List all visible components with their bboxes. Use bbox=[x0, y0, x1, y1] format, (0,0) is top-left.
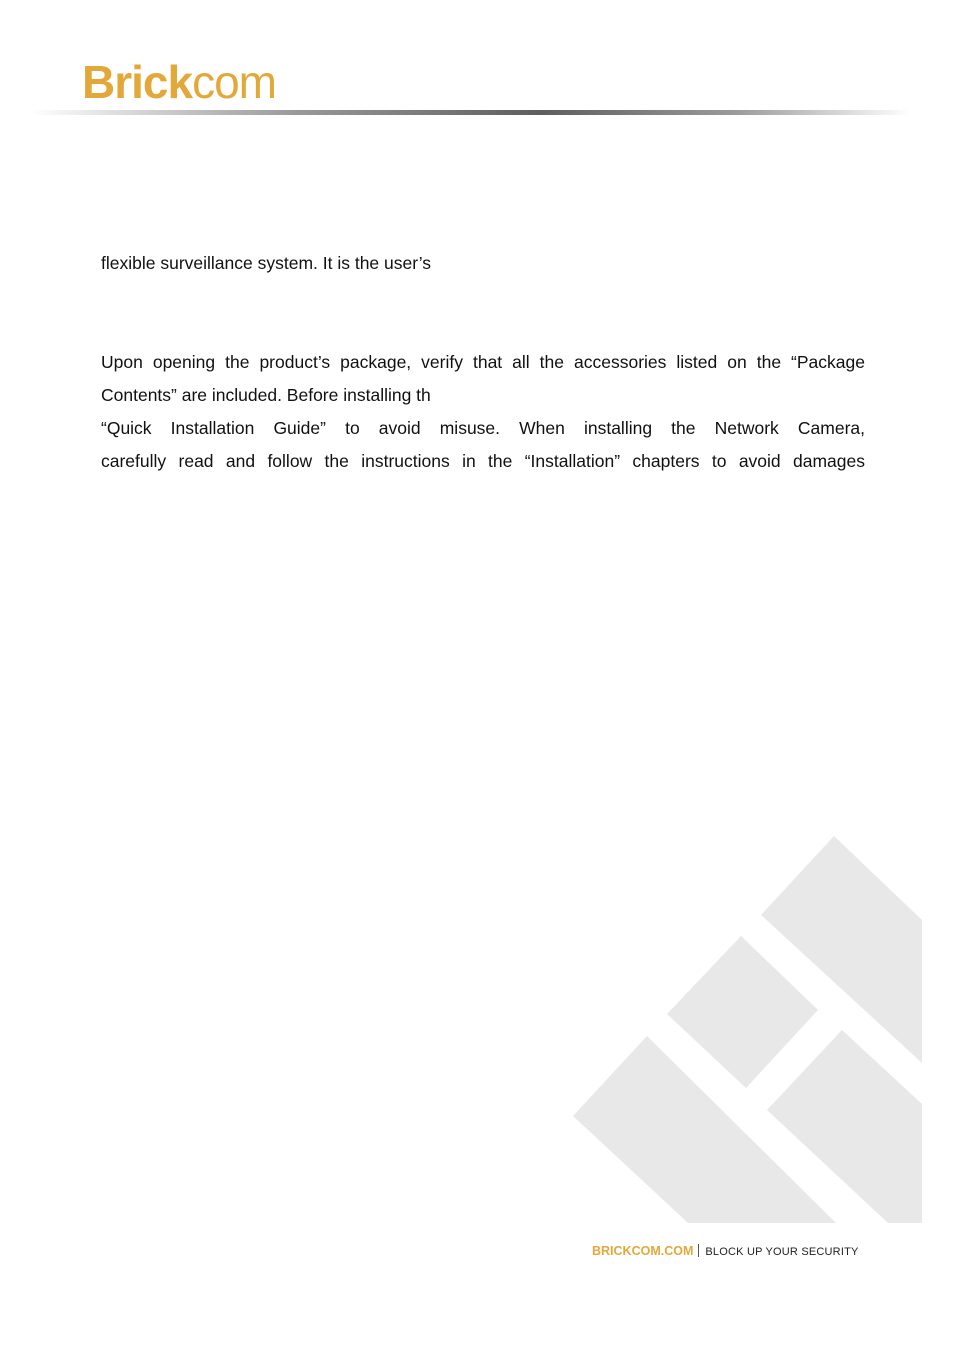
brickcom-logo bbox=[82, 56, 276, 108]
footer-separator bbox=[698, 1244, 699, 1257]
footer bbox=[592, 1243, 859, 1260]
footer-tagline: BLOCK UP YOUR SECURITY bbox=[705, 1246, 859, 1258]
brick-watermark-graphic bbox=[560, 830, 930, 1230]
header-divider bbox=[30, 110, 910, 115]
footer-website: BRICKCOM.COM bbox=[592, 1244, 694, 1258]
watermark-block-middle bbox=[667, 936, 818, 1088]
body-line-5: carefully read and follow the instructions in the “Installation” chapters to avoid damages bbox=[101, 451, 865, 471]
logo-text-com: com bbox=[192, 56, 276, 108]
logo-text-brick: Brick bbox=[82, 56, 193, 108]
body-line-1: flexible surveillance system. It is the user’s bbox=[101, 253, 432, 273]
body-line-4: “Quick Installation Guide” to avoid misuse. When installing the Network Camera, bbox=[101, 418, 865, 438]
body-line-2: Upon opening the product’s package, verify that all the accessories listed on the “Package bbox=[101, 352, 865, 372]
body-line-3: Contents” are included. Before installing th bbox=[101, 385, 431, 405]
